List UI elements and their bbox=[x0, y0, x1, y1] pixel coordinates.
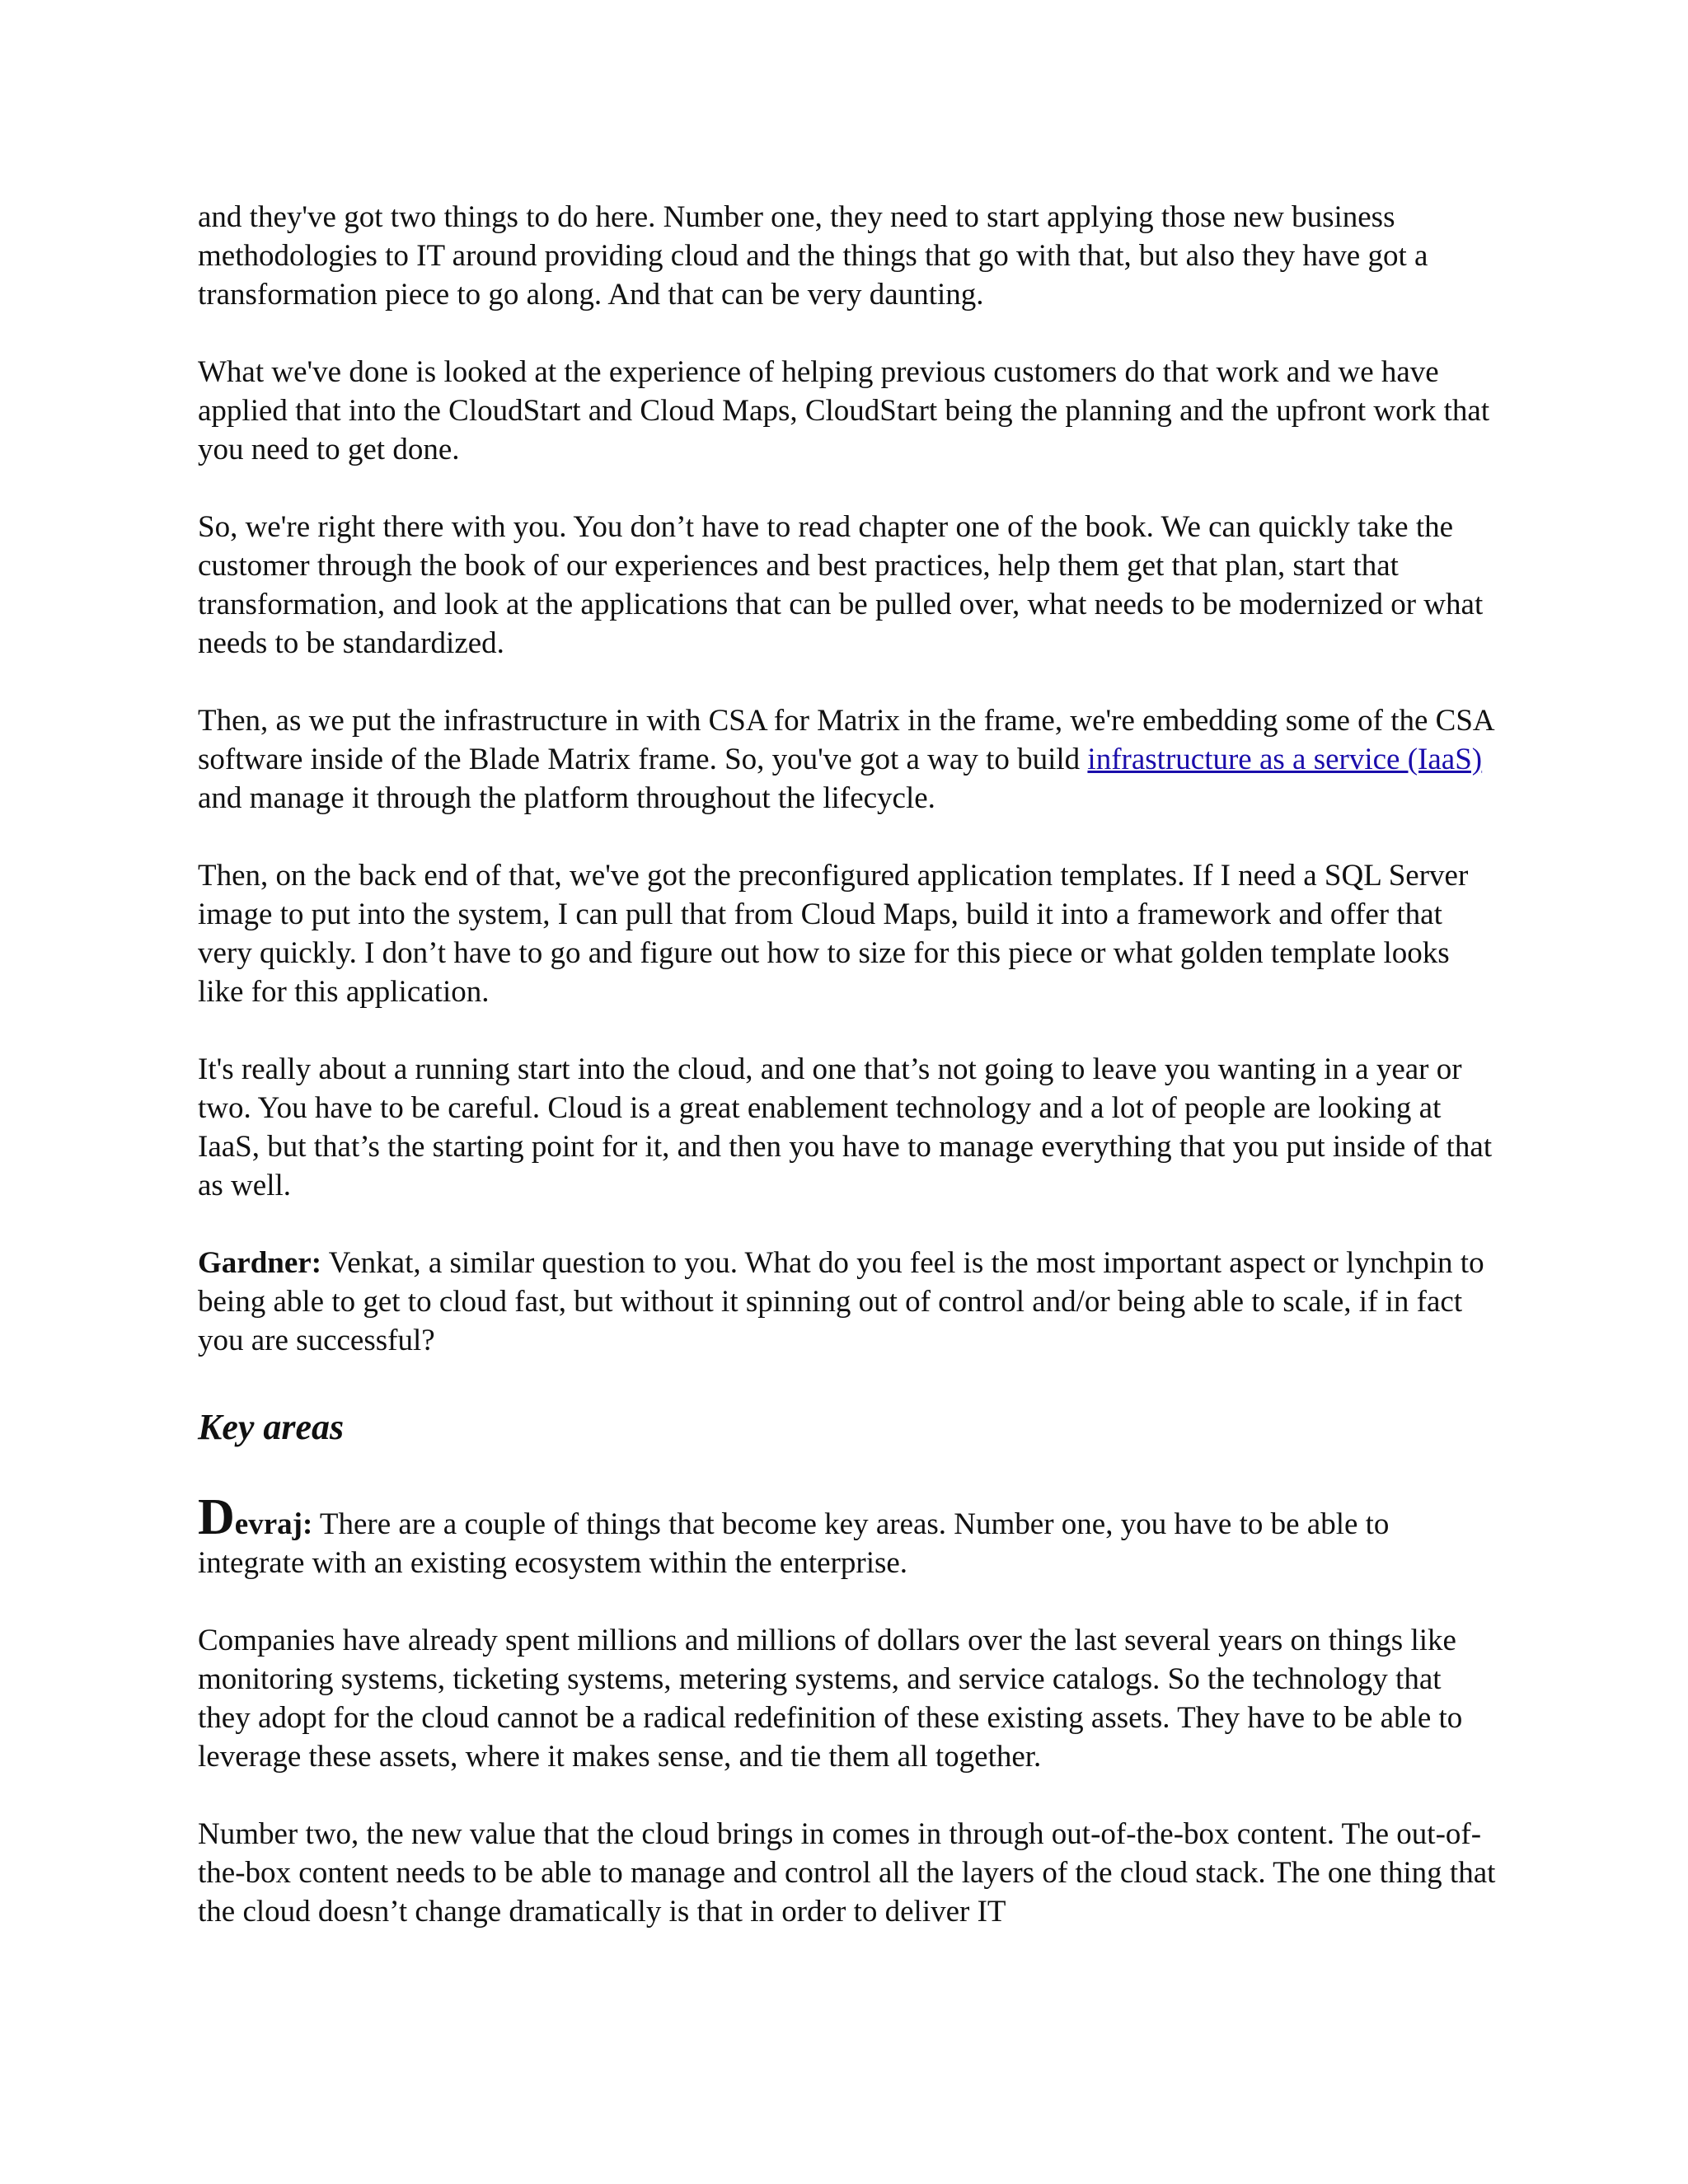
paragraph-5: Then, on the back end of that, we've got the preconfigured application templates. If I need a SQL Server image to put into the system, I can pull that from Cloud Maps, build it into a framework and offer that very quickly. I don’t have to go and figure out how to size for this piece or what golden template looks like for this application. bbox=[198, 859, 1469, 1009]
paragraph-4 bbox=[198, 701, 1500, 818]
paragraph-10: Number two, the new value that the cloud brings in comes in through out-of-the-box content. The out-of-the-box content needs to be able to manage and control all the layers of the cloud stack. The one thing that the cloud doesn’t change dramatically is that in order to deliver IT bbox=[198, 1817, 1496, 1929]
speaker-devraj: evraj: bbox=[234, 1507, 313, 1541]
paragraph-2: What we've done is looked at the experience of helping previous customers do that work and we have applied that into the CloudStart and Cloud Maps, CloudStart being the planning and the upfront work that you need to get done. bbox=[198, 355, 1490, 466]
paragraph-8 bbox=[198, 1489, 1500, 1582]
paragraph-4-text-before: Then, as we put the infrastructure in with CSA for Matrix in the frame, we're embedding some of the CSA software inside of the Blade Matrix frame. So, you've got a way to build bbox=[198, 704, 1493, 776]
iaas-link[interactable]: infrastructure as a service (IaaS) bbox=[1087, 743, 1483, 776]
section-heading: Key areas bbox=[198, 1407, 345, 1447]
document-page bbox=[198, 198, 1500, 1931]
paragraph-6: It's really about a running start into the cloud, and one that’s not going to leave you wanting in a year or two. You have to be careful. Cloud is a great enablement technology and a lot of people are looking at IaaS, but that’s the starting point for it, and then you have to manage everything that you put inside of that as well. bbox=[198, 1052, 1493, 1202]
paragraph-3: So, we're right there with you. You don’t have to read chapter one of the book. We can quickly take the customer through the book of our experiences and best practices, help them get that plan, start that transformation, and look at the applications that can be pulled over, what needs to be modernized or what needs to be standardized. bbox=[198, 510, 1484, 660]
paragraph-9: Companies have already spent millions and millions of dollars over the last several years on things like monitoring systems, ticketing systems, metering systems, and service catalogs. So the technology that they adopt for the cloud cannot be a radical redefinition of these existing assets. They have to be able to leverage these assets, where it makes sense, and tie them all together. bbox=[198, 1624, 1463, 1774]
drop-cap-letter: D bbox=[198, 1489, 235, 1545]
paragraph-7-text: Venkat, a similar question to you. What do you feel is the most important aspect or lynchpin to being able to get to cloud fast, but without it spinning out of control and/or being able to scale, if in fact you are successful? bbox=[198, 1246, 1484, 1357]
paragraph-1: and they've got two things to do here. Number one, they need to start applying those new business methodologies to IT around providing cloud and the things that go with that, but also they have got a transformation piece to go along. And that can be very daunting. bbox=[198, 200, 1428, 312]
speaker-gardner: Gardner: bbox=[198, 1246, 322, 1280]
paragraph-8-text: There are a couple of things that become key areas. Number one, you have to be able to integrate with an existing ecosystem within the enterprise. bbox=[198, 1507, 1390, 1580]
paragraph-7 bbox=[198, 1244, 1500, 1360]
paragraph-4-text-after: and manage it through the platform throughout the lifecycle. bbox=[198, 781, 935, 815]
